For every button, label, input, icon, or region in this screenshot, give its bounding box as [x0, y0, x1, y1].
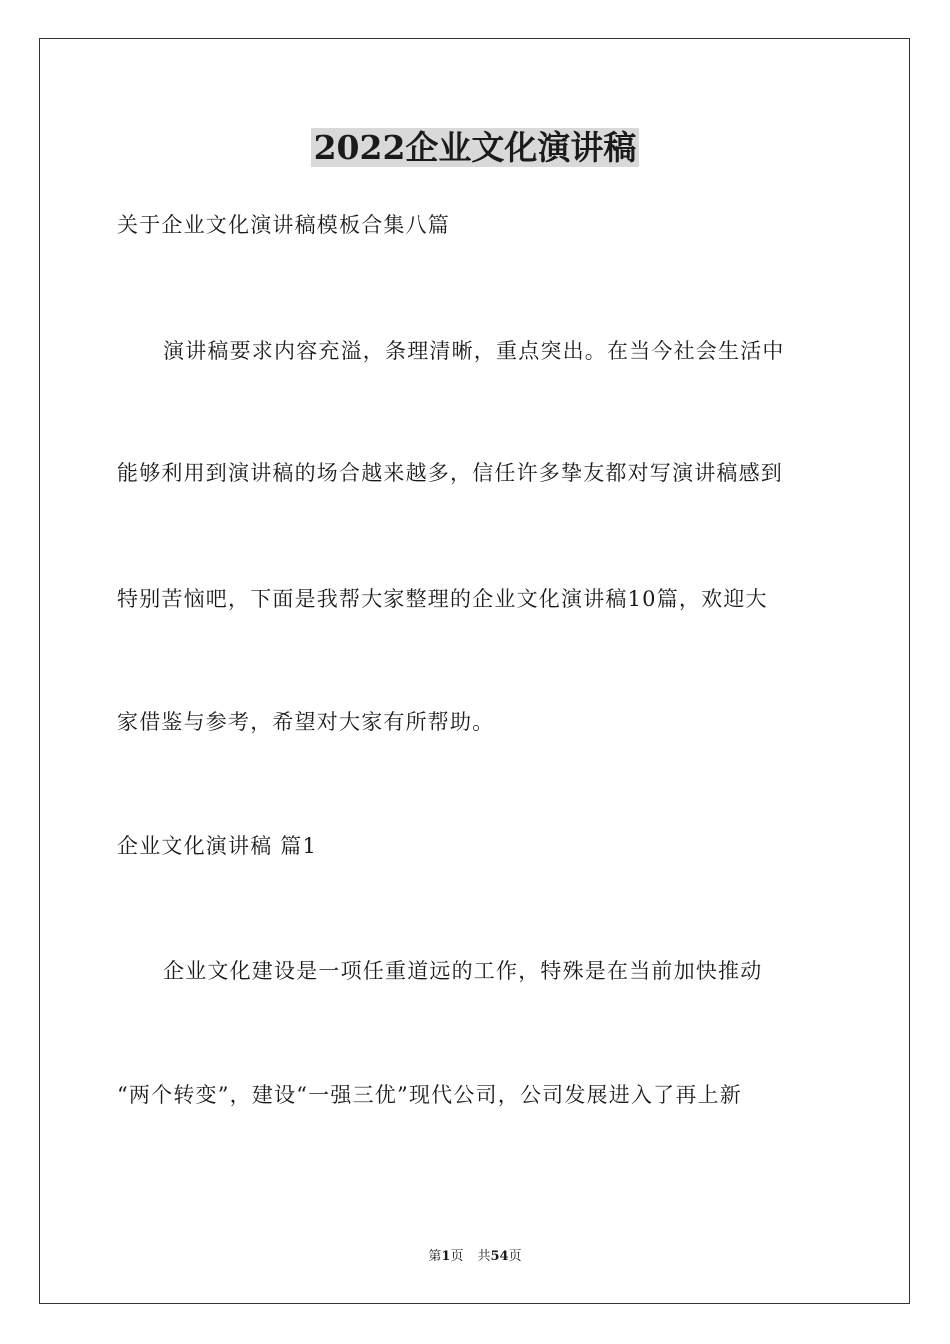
- section-heading: 企业文化演讲稿 篇1: [117, 834, 318, 858]
- document-title: [0, 127, 950, 169]
- paragraph-line: “两个转变”，建设“一强三优”现代公司，公司发展进入了再上新: [117, 1083, 742, 1107]
- footer-total-suffix: 页: [508, 1249, 522, 1264]
- page-footer: [0, 1248, 950, 1266]
- document-subtitle: 关于企业文化演讲稿模板合集八篇: [117, 213, 450, 237]
- footer-total-prefix: 共: [477, 1249, 491, 1264]
- footer-page-prefix: 第: [428, 1249, 442, 1264]
- paragraph-line: 演讲稿要求内容充溢，条理清晰，重点突出。在当今社会生活中: [163, 339, 785, 363]
- paragraph-line: 能够利用到演讲稿的场合越来越多，信任许多挚友都对写演讲稿感到: [117, 461, 783, 485]
- paragraph-line: 特别苦恼吧，下面是我帮大家整理的企业文化演讲稿10篇，欢迎大: [117, 587, 768, 611]
- paragraph-line: 家借鉴与参考，希望对大家有所帮助。: [117, 710, 495, 734]
- paragraph-line: 企业文化建设是一项任重道远的工作，特殊是在当前加快推动: [163, 959, 763, 983]
- footer-page-total: 54: [490, 1249, 509, 1264]
- document-title-text: 2022企业文化演讲稿: [311, 128, 640, 167]
- footer-page-suffix: 页: [450, 1249, 464, 1264]
- footer-page-current: 1: [441, 1249, 451, 1264]
